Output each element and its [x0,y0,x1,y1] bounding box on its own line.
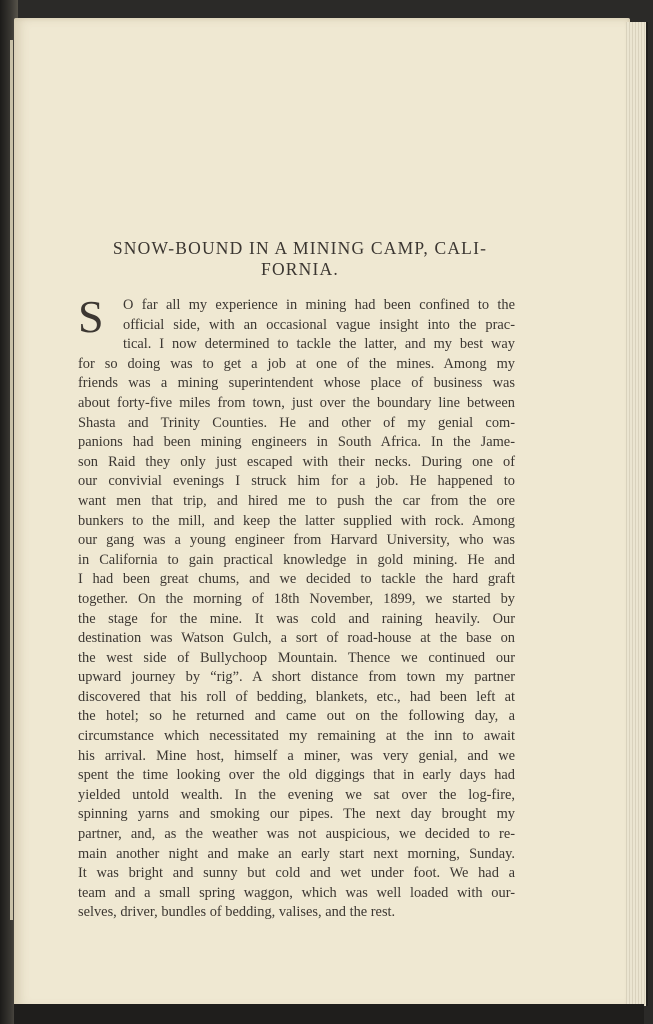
text-line: discovered that his roll of bedding, blankets, etc., had been left at [78,688,515,705]
text-line: in California to gain practical knowledge in gold mining. He and [78,551,515,568]
text-line: our gang was a young engineer from Harvard University, who was [78,532,515,549]
page-edges [626,22,648,1006]
text-line: tical. I now determined to tackle the latter, and my best way [123,336,515,353]
book-cover-bottom [14,1004,644,1024]
text-line: partner, and, as the weather was not auspicious, we decided to re- [78,826,515,843]
text-line: destination was Watson Gulch, a sort of road-house at the base on [78,630,515,647]
text-line: want men that trip, and hired me to push the car from the ore [78,492,515,509]
text-line: spent the time looking over the old diggings that in early days had [78,767,515,784]
text-line: circumstance which necessitated my remaining at the inn to await [78,728,515,745]
text-line: upward journey by “rig”. A short distance from town my partner [78,669,515,686]
text-line: the hotel; so he returned and came out on the following day, a [78,708,515,725]
chapter-title-line-1: SNOW-BOUND IN A MINING CAMP, CALI- [112,238,488,258]
text-line: main another night and make an early start next morning, Sunday. [78,845,515,862]
text-line: friends was a mining superintendent whose place of business was [78,375,515,392]
text-line: It was bright and sunny but cold and wet under foot. We had a [78,865,515,882]
text-line: the west side of Bullychoop Mountain. Thence we continued our [78,649,515,666]
text-line: bunkers to the mill, and keep the latter supplied with rock. Among [78,512,515,529]
page-gutter [10,40,13,920]
text-line: about forty-five miles from town, just over the boundary line between [78,394,515,411]
text-line: yielded untold wealth. In the evening we sat over the log-fire, [78,786,515,803]
text-line: the stage for the mine. It was cold and raining heavily. Our [78,610,515,627]
text-line: his arrival. Mine host, himself a miner, was very genial, and we [78,747,515,764]
text-line: I had been great chums, and we decided to tackle the hard graft [78,571,515,588]
drop-cap: S [78,291,104,342]
chapter-title [80,238,520,280]
text-line: spinning yarns and smoking our pipes. The next day brought my [78,806,515,823]
text-line: panions had been mining engineers in South Africa. In the Jame- [78,434,515,451]
text-line: for so doing was to get a job at one of the mines. Among my [78,355,515,372]
text-line: official side, with an occasional vague insight into the prac- [123,316,515,333]
text-line: selves, driver, bundles of bedding, valises, and the rest. [78,904,396,921]
body-paragraph [78,291,515,923]
text-line: O far all my experience in mining had been confined to the [123,297,515,313]
chapter-title-line-2: FORNIA. [261,259,339,279]
text-line: son Raid they only just escaped with their necks. During one of [78,453,515,470]
text-line: Shasta and Trinity Counties. He and other of my genial com- [78,414,515,431]
text-line: together. On the morning of 18th November, 1899, we started by [78,590,515,607]
text-line: team and a small spring waggon, which was well loaded with our- [78,884,515,901]
text-line: our convivial evenings I struck him for a job. He happened to [78,473,515,490]
